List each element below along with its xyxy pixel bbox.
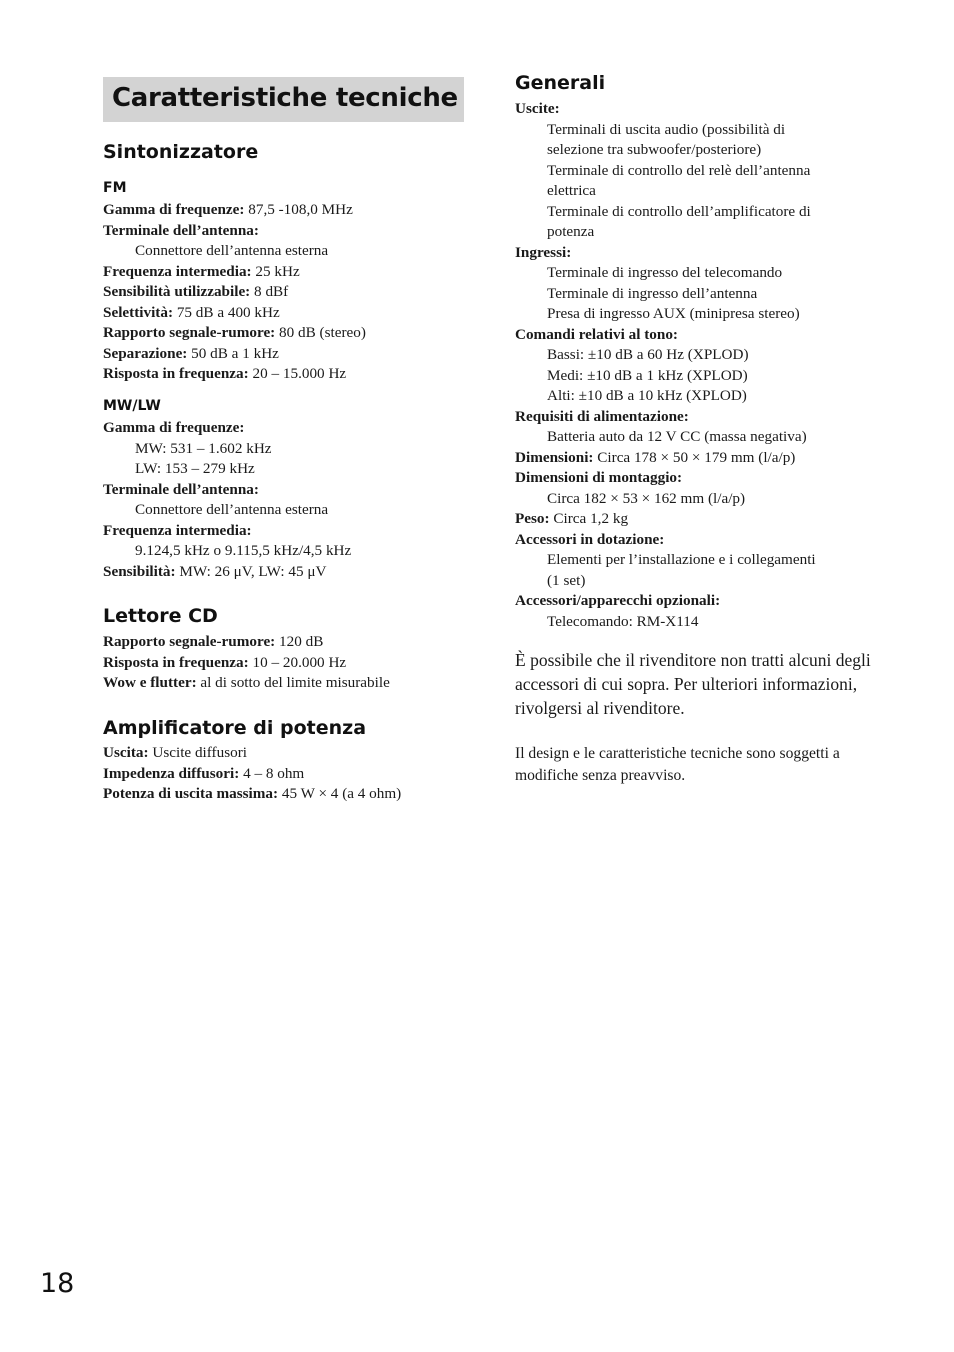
spec-key: Frequenza intermedia:: [103, 521, 252, 539]
spec-value: 4 – 8 ohm: [239, 764, 305, 782]
design-disclaimer: Il design e le caratteristiche tecniche sono soggetti a modifiche senza preavviso.: [515, 745, 840, 784]
spec-value: selezione tra subwoofer/posteriore): [547, 141, 762, 158]
spec-line: [103, 764, 401, 785]
spec-line: [103, 323, 366, 344]
spec-line: [103, 632, 390, 653]
spec-line: [103, 673, 390, 694]
spec-line: [515, 304, 816, 325]
spec-key: Terminale dell’antenna:: [103, 221, 259, 239]
spec-line: [515, 448, 816, 469]
spec-value: Terminali di uscita audio (possibilità di: [547, 120, 786, 138]
spec-value: al di sotto del limite misurabile: [196, 674, 390, 691]
spec-line: [103, 562, 351, 583]
spec-key: Terminale dell’antenna:: [103, 480, 259, 498]
spec-line: [515, 284, 816, 305]
spec-line: [515, 468, 816, 489]
spec-key: Frequenza intermedia:: [103, 262, 252, 280]
spec-line: [103, 241, 366, 262]
spec-value: 8 dBf: [250, 283, 289, 300]
spec-value: MW: 531 – 1.602 kHz: [135, 439, 272, 457]
spec-line: [515, 407, 816, 428]
subsection-heading-fm: FM: [103, 180, 127, 196]
spec-line: [515, 366, 816, 387]
spec-line: [103, 500, 351, 521]
spec-line: [515, 386, 816, 407]
spec-value: Circa 182 × 53 × 162 mm (l/a/p): [547, 489, 746, 507]
spec-key: Rapporto segnale-rumore:: [103, 324, 276, 341]
general-spec-list: [515, 99, 816, 632]
spec-key: Dimensioni:: [515, 448, 594, 466]
spec-value: Elementi per l’installazione e i collegamenti: [547, 551, 816, 568]
spec-value: 50 dB a 1 kHz: [187, 344, 279, 362]
spec-key: Dimensioni di montaggio:: [515, 469, 683, 486]
spec-key: Risposta in frequenza:: [103, 653, 249, 671]
spec-value: 20 – 15.000 Hz: [248, 365, 347, 382]
spec-value: 80 dB (stereo): [275, 324, 366, 341]
spec-key: Risposta in frequenza:: [103, 365, 249, 382]
spec-key: Potenza di uscita massima:: [103, 785, 279, 802]
spec-value: Connettore dell’antenna esterna: [135, 242, 329, 259]
spec-line: [103, 743, 401, 764]
spec-line: [103, 364, 366, 385]
spec-line: [103, 262, 366, 283]
spec-key: Separazione:: [103, 344, 188, 362]
spec-key: Ingressi:: [515, 243, 572, 261]
spec-line: [515, 222, 816, 243]
spec-line: [103, 653, 390, 674]
spec-line: [103, 521, 351, 542]
spec-value: (1 set): [547, 571, 586, 589]
spec-key: Uscita:: [103, 744, 149, 761]
spec-value: Circa 1,2 kg: [549, 510, 629, 527]
spec-value: 10 – 20.000 Hz: [248, 653, 347, 671]
spec-line: [103, 418, 351, 439]
spec-line: [515, 489, 816, 510]
spec-line: [515, 509, 816, 530]
spec-key: Comandi relativi al tono:: [515, 325, 678, 343]
spec-value: elettrica: [547, 182, 596, 199]
spec-key: Selettività:: [103, 303, 174, 321]
spec-line: [515, 530, 816, 551]
spec-line: [103, 459, 351, 480]
spec-line: [515, 181, 816, 202]
spec-line: [515, 263, 816, 284]
spec-key: Wow e flutter:: [103, 674, 197, 691]
spec-line: [515, 550, 816, 571]
cd-spec-list: [103, 632, 390, 694]
spec-value: Circa 178 × 50 × 179 mm (l/a/p): [593, 448, 796, 466]
spec-value: Uscite diffusori: [148, 744, 247, 761]
spec-line: [103, 200, 366, 221]
spec-value: Connettore dell’antenna esterna: [135, 501, 329, 518]
page-number: 18: [40, 1268, 75, 1299]
spec-value: Medi: ±10 dB a 1 kHz (XPLOD): [547, 366, 748, 384]
spec-line: [515, 345, 816, 366]
spec-line: [515, 243, 816, 264]
spec-line: [515, 202, 816, 223]
spec-line: [103, 221, 366, 242]
spec-value: 87,5 -108,0 MHz: [244, 201, 353, 218]
spec-key: Requisiti di alimentazione:: [515, 407, 689, 425]
spec-value: Terminale di ingresso dell’antenna: [547, 284, 758, 302]
spec-value: LW: 153 – 279 kHz: [135, 460, 255, 477]
spec-value: 9.124,5 kHz o 9.115,5 kHz/4,5 kHz: [135, 542, 352, 559]
spec-line: [103, 303, 366, 324]
spec-key: Uscite:: [515, 100, 560, 117]
page-title: Caratteristiche tecniche: [112, 83, 458, 113]
spec-line: [103, 344, 366, 365]
section-heading-amplifier: Amplificatore di potenza: [103, 717, 367, 739]
spec-value: 75 dB a 400 kHz: [173, 303, 280, 321]
spec-value: Alti: ±10 dB a 10 kHz (XPLOD): [547, 387, 747, 404]
spec-line: [515, 427, 816, 448]
spec-key: Accessori/apparecchi opzionali:: [515, 592, 721, 609]
spec-line: [515, 120, 816, 141]
spec-key: Rapporto segnale-rumore:: [103, 633, 276, 650]
spec-value: Terminale di controllo dell’amplificatore di: [547, 202, 811, 220]
spec-value: 120 dB: [275, 633, 324, 650]
subsection-heading-mwlw: MW/LW: [103, 398, 161, 414]
spec-value: potenza: [547, 223, 595, 240]
spec-line: [515, 140, 816, 161]
spec-line: [103, 439, 351, 460]
spec-line: [103, 541, 351, 562]
spec-key: Gamma di frequenze:: [103, 201, 245, 218]
spec-key: Sensibilità utilizzabile:: [103, 283, 251, 300]
spec-line: [515, 571, 816, 592]
spec-line: [515, 99, 816, 120]
spec-line: [515, 591, 816, 612]
spec-key: Gamma di frequenze:: [103, 419, 245, 436]
spec-line: [103, 282, 366, 303]
amplifier-spec-list: [103, 743, 401, 805]
spec-value: 45 W × 4 (a 4 ohm): [278, 785, 402, 802]
section-heading-tuner: Sintonizzatore: [103, 141, 259, 163]
spec-key: Impedenza diffusori:: [103, 764, 240, 782]
spec-value: Terminale di controllo del relè dell’antenna: [547, 161, 811, 179]
spec-line: [515, 325, 816, 346]
spec-value: Batteria auto da 12 V CC (massa negativa): [547, 428, 807, 445]
title-banner: [103, 77, 464, 122]
spec-line: [103, 480, 351, 501]
dealer-note: È possibile che il rivenditore non tratti alcuni degli accessori di cui sopra. Per ulteriori informazioni, rivolgersi al rivenditore.: [515, 650, 871, 718]
mwlw-spec-list: [103, 418, 351, 582]
spec-line: [515, 161, 816, 182]
spec-value: Terminale di ingresso del telecomando: [547, 264, 783, 281]
spec-line: [103, 784, 401, 805]
section-heading-general: Generali: [515, 72, 606, 94]
spec-value: Telecomando: RM-X114: [547, 612, 699, 630]
spec-value: 25 kHz: [251, 262, 300, 280]
spec-key: Peso:: [515, 510, 550, 527]
section-heading-cd: Lettore CD: [103, 605, 218, 627]
spec-line: [515, 612, 816, 633]
spec-value: MW: 26 μV, LW: 45 μV: [175, 562, 327, 580]
spec-key: Accessori in dotazione:: [515, 530, 665, 548]
spec-value: Presa di ingresso AUX (minipresa stereo): [547, 305, 800, 322]
fm-spec-list: [103, 200, 366, 385]
spec-key: Sensibilità:: [103, 562, 176, 580]
spec-value: Bassi: ±10 dB a 60 Hz (XPLOD): [547, 346, 749, 363]
